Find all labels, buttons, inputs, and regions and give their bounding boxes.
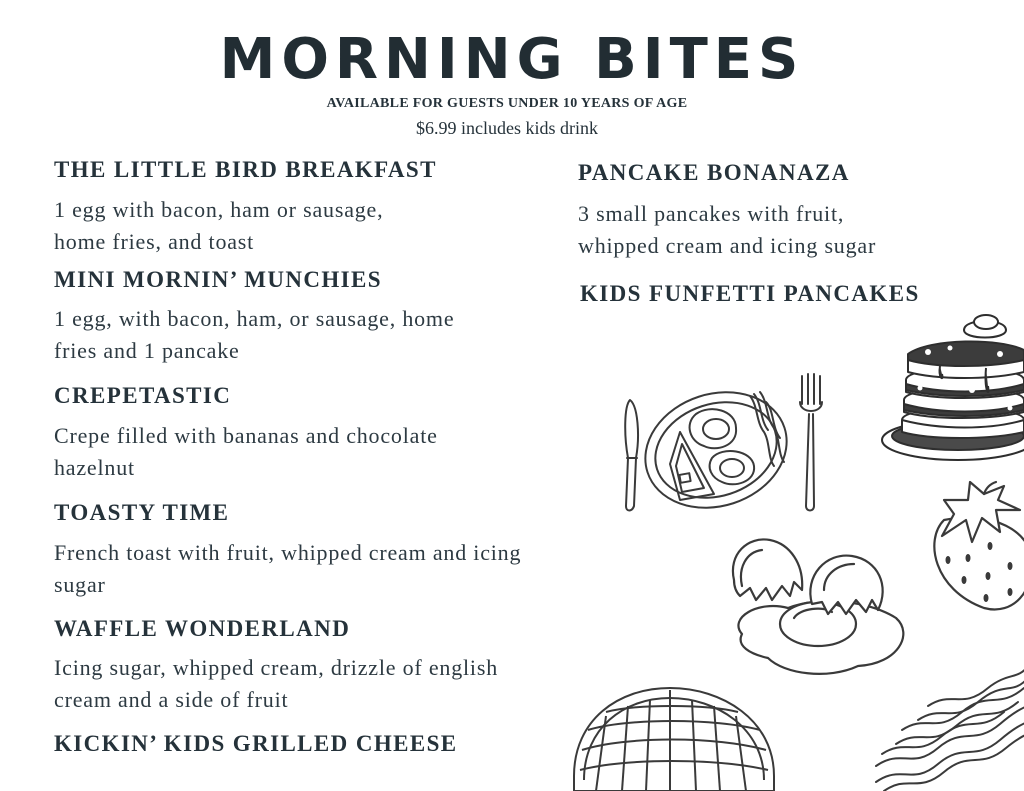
item-name-funfetti-pancakes: KIDS FUNFETTI PANCAKES xyxy=(580,281,920,306)
item-name-grilled-cheese: KICKIN’ KIDS GRILLED CHEESE xyxy=(54,731,458,756)
price-note: $6.99 includes kids drink xyxy=(416,118,598,138)
bacon-icon xyxy=(872,654,1024,791)
plate-breakfast-icon xyxy=(618,366,830,522)
item-desc-toasty-time: French toast with fruit, whipped cream and icing sugar xyxy=(54,540,522,597)
item-name-pancake-bonanaza: PANCAKE BONANAZA xyxy=(578,160,850,185)
item-name-waffle-wonderland: WAFFLE WONDERLAND xyxy=(54,616,351,641)
waffle-icon xyxy=(566,680,782,791)
item-name-toasty-time: TOASTY TIME xyxy=(54,500,230,525)
item-name-mini-munchies: MINI MORNIN’ MUNCHIES xyxy=(54,267,382,292)
item-desc-crepetastic: Crepe filled with bananas and chocolate hazelnut xyxy=(54,423,438,480)
strawberry-icon xyxy=(924,480,1024,616)
item-desc-little-bird: 1 egg with bacon, ham or sausage, home fries, and toast xyxy=(54,197,384,254)
menu-title: MORNING BITES xyxy=(219,27,805,92)
item-desc-pancake-bonanaza: 3 small pancakes with fruit, whipped cream and icing sugar xyxy=(578,201,877,258)
pancake-stack-icon xyxy=(880,308,1024,466)
item-name-crepetastic: CREPETASTIC xyxy=(54,383,232,408)
menu-subtitle: AVAILABLE FOR GUESTS UNDER 10 YEARS OF AGE xyxy=(326,96,688,111)
item-name-little-bird: THE LITTLE BIRD BREAKFAST xyxy=(54,157,437,182)
item-desc-waffle-wonderland: Icing sugar, whipped cream, drizzle of english cream and a side of fruit xyxy=(54,655,498,712)
item-desc-mini-munchies: 1 egg, with bacon, ham, or sausage, home fries and 1 pancake xyxy=(54,306,455,363)
